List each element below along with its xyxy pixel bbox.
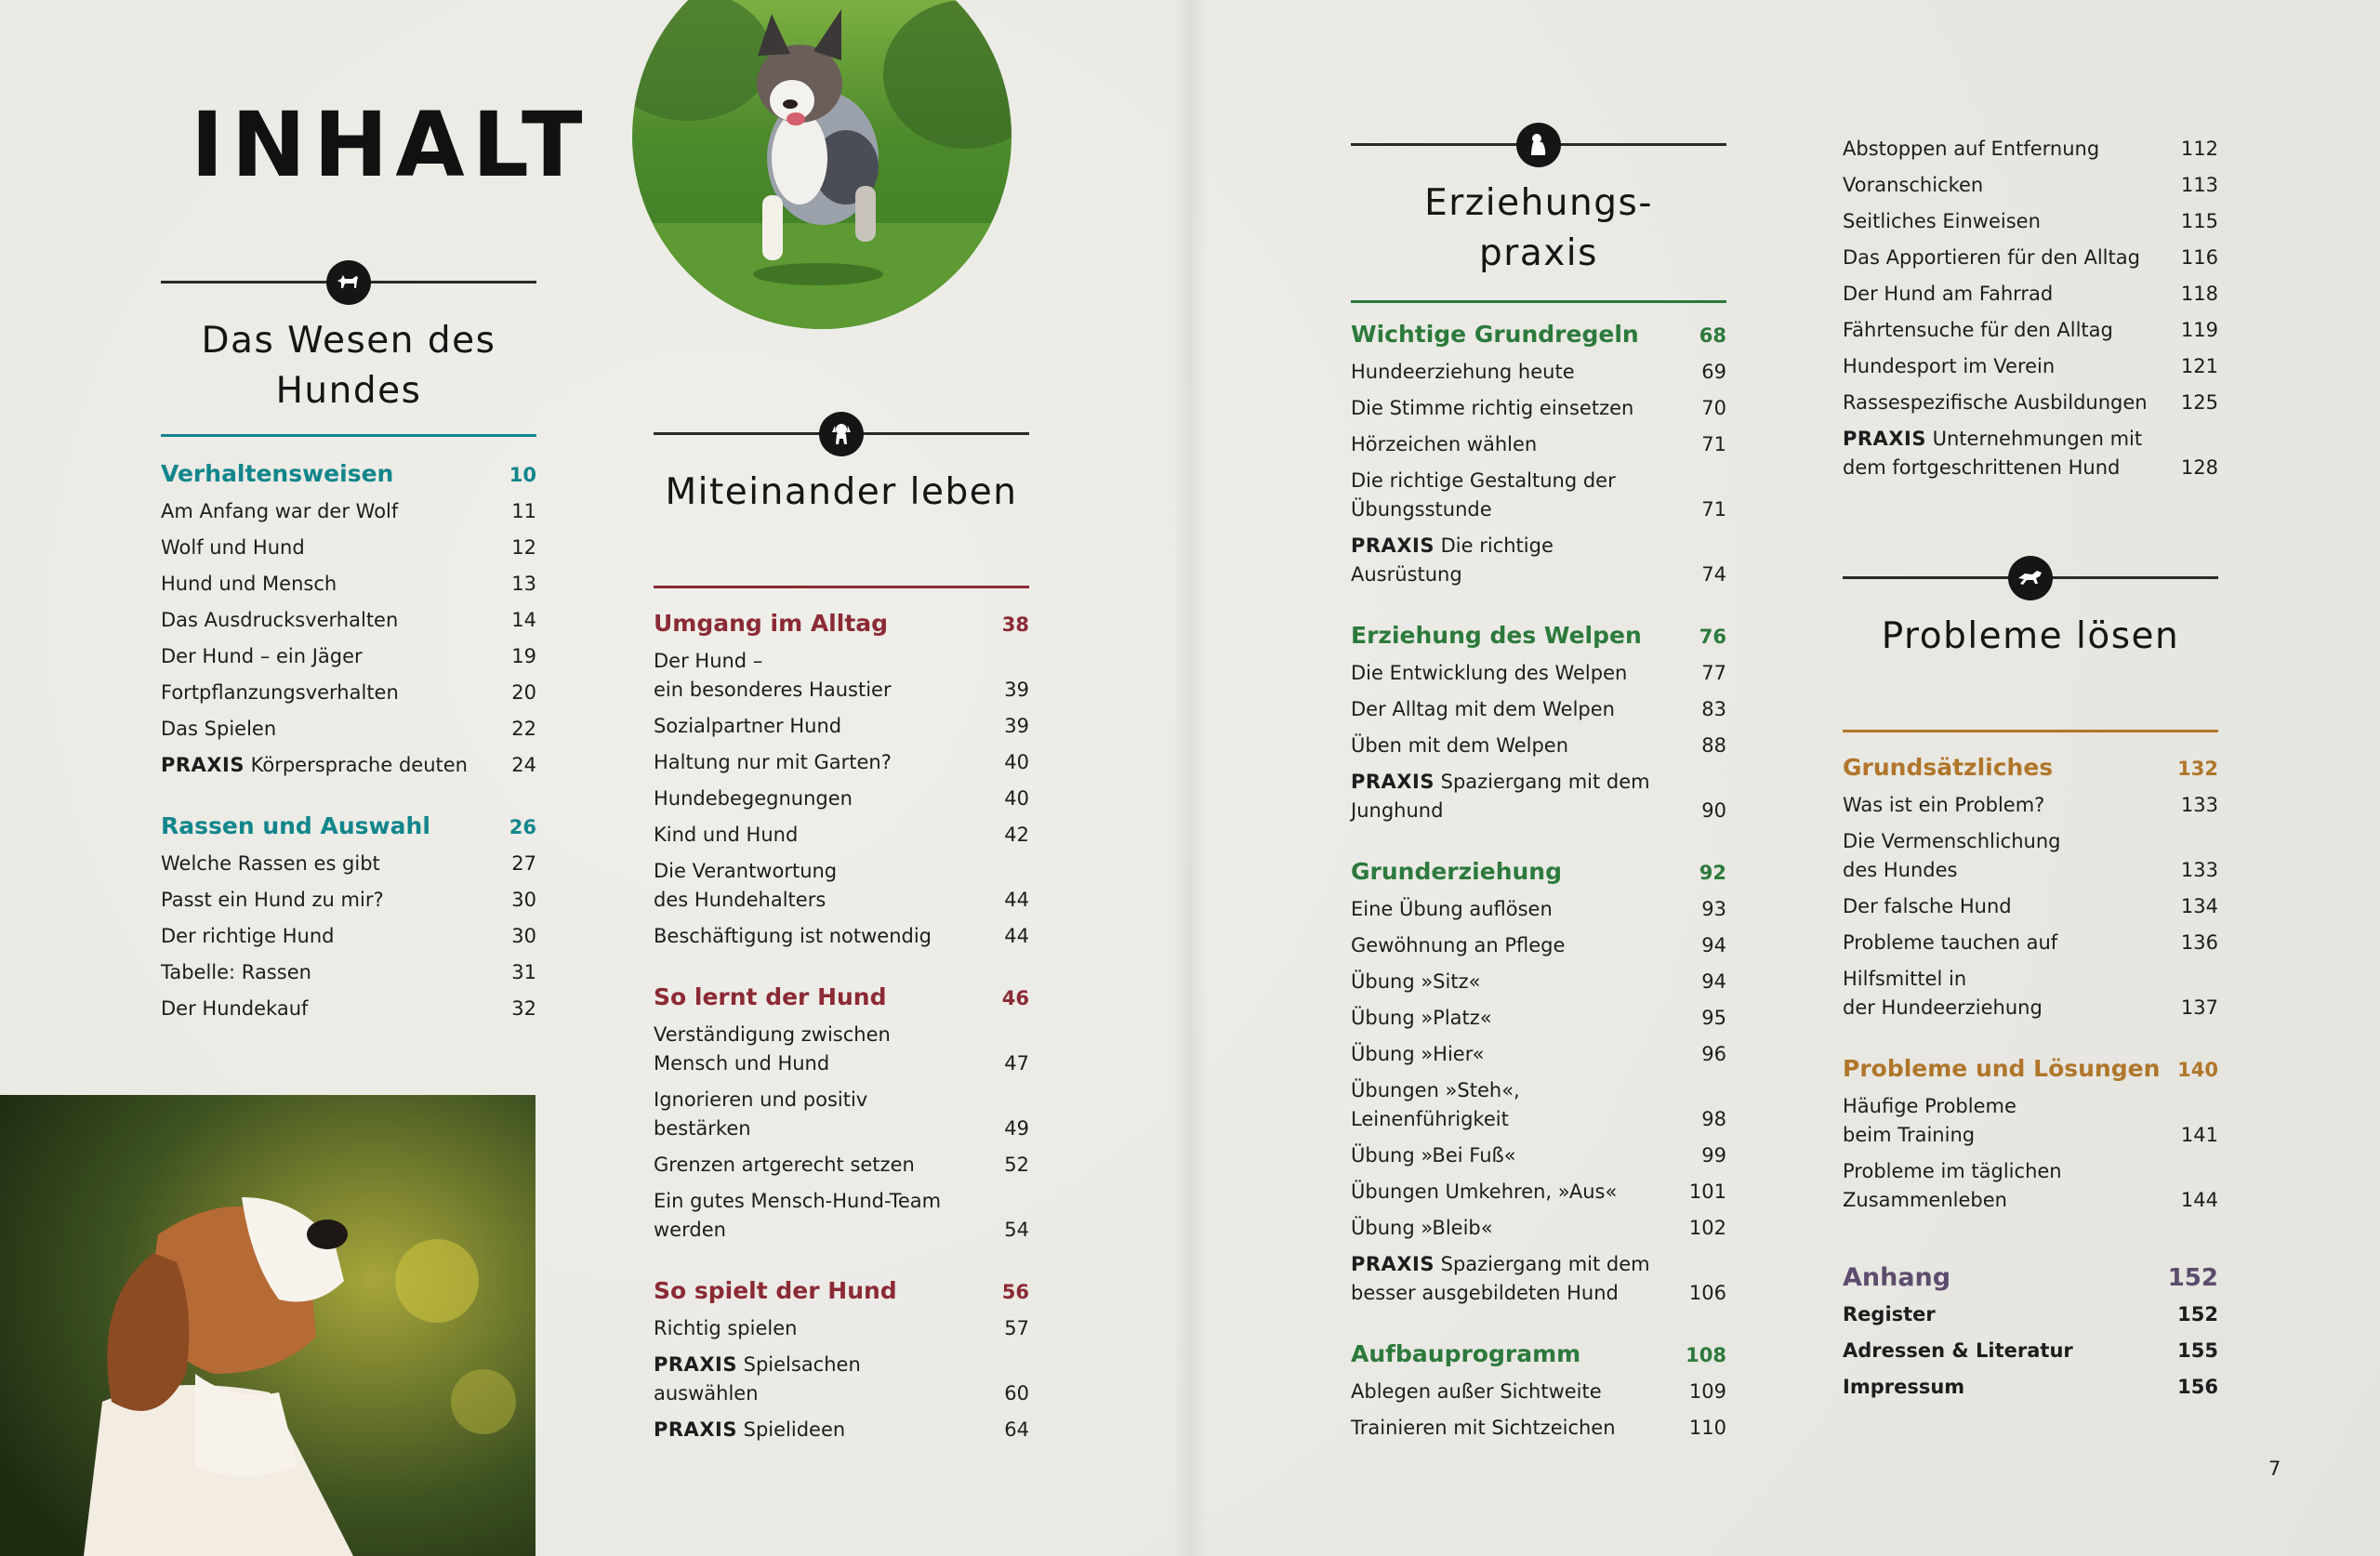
- section-title: [654, 468, 1029, 518]
- entry-text: Die richtige Ausrüstung: [1351, 534, 1554, 586]
- entry-page: 14: [511, 609, 536, 631]
- toc-entry[interactable]: [1351, 1036, 1726, 1073]
- entry-text: Spaziergang mit dem besser ausgebildeten Hund: [1351, 1253, 1650, 1304]
- entry-text: Richtig spielen: [654, 1317, 798, 1339]
- divider-colored: [1351, 300, 1726, 303]
- toc-entry[interactable]: [654, 1147, 1029, 1183]
- toc-group: [1843, 1050, 2218, 1219]
- entry-text: Üben mit dem Welpen: [1351, 734, 1569, 757]
- entry-page: 102: [1688, 1217, 1726, 1239]
- toc-list: [161, 455, 536, 1051]
- entry-text: Sozialpartner Hund: [654, 715, 842, 737]
- entry-text: Übung »Bei Fuß«: [1351, 1144, 1516, 1167]
- toc-entry[interactable]: [1351, 891, 1726, 928]
- toc-entry[interactable]: [1351, 728, 1726, 764]
- toc-list: [654, 605, 1029, 1472]
- entry-text: Abstoppen auf Entfernung: [1843, 138, 2100, 160]
- entry-page: 116: [2180, 246, 2218, 269]
- entry-text: Hilfsmittel in der Hundeerziehung: [1843, 968, 2043, 1019]
- entry-page: 49: [1004, 1117, 1029, 1140]
- book-gutter: [1173, 0, 1207, 1556]
- group-heading[interactable]: [1351, 617, 1726, 655]
- entry-page: 19: [511, 645, 536, 667]
- entry-text: Grenzen artgerecht setzen: [654, 1154, 915, 1176]
- entry-text: Ein gutes Mensch-Hund-Team werden: [654, 1190, 942, 1241]
- entry-text: Hundesport im Verein: [1843, 355, 2056, 377]
- entry-text: Probleme tauchen auf: [1843, 931, 2058, 954]
- section-title-text: Das Wesen des Hundes: [201, 320, 496, 412]
- entry-text: Am Anfang war der Wolf: [161, 500, 399, 522]
- entry-page: 133: [2180, 794, 2218, 816]
- group-page: 108: [1686, 1344, 1726, 1366]
- group-page: 132: [2177, 758, 2218, 780]
- toc-entry[interactable]: [1351, 692, 1726, 728]
- group-title: So lernt der Hund: [654, 983, 887, 1010]
- entry-page: 119: [2180, 319, 2218, 341]
- entry-text: Rassespezifische Ausbildungen: [1843, 391, 2148, 414]
- toc-entry[interactable]: [1351, 1210, 1726, 1246]
- toc-entry[interactable]: [1351, 928, 1726, 964]
- toc-entry[interactable]: [1843, 312, 2218, 349]
- entry-text: Das Ausdrucksverhalten: [161, 609, 399, 631]
- toc-entry[interactable]: [161, 918, 536, 955]
- entry-page: 39: [1004, 679, 1029, 701]
- entry-text: Hundeerziehung heute: [1351, 361, 1575, 383]
- entry-text: Unternehmungen mit dem fortgeschrittenen Hund: [1843, 428, 2143, 479]
- entry-text: Eine Übung auflösen: [1351, 898, 1553, 920]
- entry-page: 144: [2180, 1189, 2218, 1211]
- toc-entry[interactable]: [1351, 655, 1726, 692]
- entry-page: 136: [2180, 931, 2218, 954]
- entry-page: 20: [511, 681, 536, 704]
- entry-page: 74: [1701, 563, 1726, 586]
- group-page: 46: [1001, 987, 1029, 1009]
- entry-text: Voranschicken: [1843, 174, 1984, 196]
- entry-page: 110: [1688, 1417, 1726, 1439]
- group-heading[interactable]: [654, 605, 1029, 643]
- section-title: [1351, 178, 1726, 279]
- toc-entry[interactable]: [1351, 390, 1726, 427]
- toc-entry[interactable]: [654, 1082, 1029, 1147]
- entry-text: Hörzeichen wählen: [1351, 433, 1538, 455]
- page-title: INHALT: [191, 93, 590, 197]
- toc-entry[interactable]: [654, 817, 1029, 853]
- toc-entry[interactable]: [161, 991, 536, 1027]
- entry-page: 57: [1004, 1317, 1029, 1339]
- praxis-label: PRAXIS: [1351, 771, 1435, 793]
- entry-text: Übungen »Steh«, Leinenführigkeit: [1351, 1079, 1520, 1130]
- entry-text: Tabelle: Rassen: [161, 961, 311, 983]
- entry-page: 109: [1688, 1380, 1726, 1403]
- toc-entry[interactable]: [161, 882, 536, 918]
- entry-text: Körpersprache deuten: [244, 754, 468, 776]
- group-page: 26: [509, 816, 536, 838]
- entry-page: 44: [1004, 889, 1029, 911]
- entry-page: 47: [1004, 1052, 1029, 1075]
- praxis-label: PRAXIS: [654, 1418, 737, 1441]
- entry-text: Welche Rassen es gibt: [161, 852, 380, 875]
- section-header: [654, 412, 1029, 588]
- toc-entry[interactable]: [654, 853, 1029, 918]
- toc-entry[interactable]: [1351, 354, 1726, 390]
- entry-page: 27: [511, 852, 536, 875]
- entry-page: 94: [1701, 934, 1726, 956]
- entry-page: 121: [2180, 355, 2218, 377]
- entry-text: Haltung nur mit Garten?: [654, 751, 892, 773]
- section-title-text: Miteinander leben: [665, 471, 1018, 513]
- toc-entry[interactable]: [1843, 1088, 2218, 1154]
- toc-group: [161, 808, 536, 1027]
- entry-text: Das Spielen: [161, 718, 277, 740]
- toc-entry[interactable]: [1351, 1000, 1726, 1036]
- toc-entry[interactable]: [161, 530, 536, 566]
- entry-page: 133: [2180, 859, 2218, 881]
- entry-text: Übungen Umkehren, »Aus«: [1351, 1180, 1618, 1203]
- toc-entry-praxis[interactable]: [1351, 528, 1726, 593]
- entry-page: 90: [1701, 799, 1726, 822]
- praxis-label: PRAXIS: [1351, 534, 1435, 557]
- toc-entry[interactable]: [1843, 204, 2218, 240]
- entry-text: Impressum: [1843, 1376, 1965, 1398]
- entry-text: Das Apportieren für den Alltag: [1843, 246, 2140, 269]
- toc-entry[interactable]: [654, 643, 1029, 708]
- section-title: [1843, 612, 2218, 662]
- entry-text: Übung »Sitz«: [1351, 970, 1481, 993]
- toc-group: [1351, 617, 1726, 829]
- entry-text: Fortpflanzungsverhalten: [161, 681, 399, 704]
- section-erziehungspraxis: [1351, 123, 1726, 1439]
- toc-list: [1843, 131, 2218, 486]
- toc-entry[interactable]: [161, 711, 536, 747]
- group-title: Aufbauprogramm: [1351, 1340, 1581, 1367]
- group-page: 56: [1001, 1281, 1029, 1303]
- group-title: Probleme und Lösungen: [1843, 1055, 2161, 1082]
- entry-page: 40: [1004, 787, 1029, 810]
- section-probleme: [1843, 556, 2218, 1398]
- entry-page: 69: [1701, 361, 1726, 383]
- entry-text: Ablegen außer Sichtweite: [1351, 1380, 1602, 1403]
- group-heading[interactable]: [161, 808, 536, 846]
- toc-entry[interactable]: [1351, 1174, 1726, 1210]
- toc-group: [1351, 316, 1726, 593]
- toc-group: [1843, 749, 2218, 1026]
- toc-group: [1351, 853, 1726, 1312]
- entry-text: Spielsachen auswählen: [654, 1353, 861, 1404]
- group-heading[interactable]: [1351, 1336, 1726, 1374]
- group-page: 76: [1699, 626, 1726, 648]
- entry-page: 71: [1701, 498, 1726, 521]
- group-heading[interactable]: [654, 979, 1029, 1017]
- entry-page: 13: [511, 573, 536, 595]
- group-title: Wichtige Grundregeln: [1351, 321, 1639, 348]
- entry-page: 77: [1701, 662, 1726, 684]
- group-title: Erziehung des Welpen: [1351, 622, 1642, 649]
- entry-page: 101: [1688, 1180, 1726, 1203]
- toc-entry[interactable]: [1843, 1369, 2218, 1405]
- running-dog-icon: [2008, 556, 2053, 600]
- toc-list: [1351, 316, 1726, 1470]
- toc-entry[interactable]: [161, 846, 536, 882]
- entry-text: Die Stimme richtig einsetzen: [1351, 397, 1634, 419]
- entry-text: Was ist ein Problem?: [1843, 794, 2045, 816]
- entry-page: 115: [2180, 210, 2218, 232]
- entry-page: 152: [2177, 1303, 2218, 1325]
- entry-text: Übung »Bleib«: [1351, 1217, 1493, 1239]
- group-page: 68: [1699, 324, 1726, 347]
- entry-page: 96: [1701, 1043, 1726, 1065]
- entry-text: Der richtige Hund: [161, 925, 335, 947]
- toc-entry[interactable]: [1843, 240, 2218, 276]
- toc-group: [161, 455, 536, 784]
- entry-page: 137: [2180, 996, 2218, 1019]
- entry-page: 30: [511, 925, 536, 947]
- toc-group: [1351, 1336, 1726, 1446]
- entry-text: Ignorieren und positiv bestärken: [654, 1088, 868, 1140]
- entry-text: Hundebegegnungen: [654, 787, 853, 810]
- beagle-photo-graphic: [0, 1095, 536, 1556]
- group-page: 92: [1699, 862, 1726, 884]
- entry-page: 11: [511, 500, 536, 522]
- entry-page: 94: [1701, 970, 1726, 993]
- section-title-text: Erziehungs- praxis: [1424, 182, 1653, 274]
- page-number: 7: [2268, 1457, 2281, 1480]
- group-heading[interactable]: [161, 455, 536, 494]
- toc-entry[interactable]: [1351, 964, 1726, 1000]
- entry-page: 22: [511, 718, 536, 740]
- section-title: [161, 316, 536, 416]
- beagle-photo: [0, 1095, 536, 1556]
- group-page: 140: [2177, 1059, 2218, 1081]
- group-page: 10: [509, 464, 536, 486]
- entry-text: Die Verantwortung des Hundehalters: [654, 860, 838, 911]
- entry-text: Spielideen: [736, 1418, 846, 1441]
- entry-text: Register: [1843, 1303, 1936, 1325]
- toc-entry[interactable]: [1843, 131, 2218, 167]
- entry-text: Die Vermenschlichung des Hundes: [1843, 830, 2061, 881]
- entry-page: 24: [511, 754, 536, 776]
- toc-entry[interactable]: [654, 1183, 1029, 1248]
- toc-entry[interactable]: [1843, 961, 2218, 1026]
- entry-text: Spaziergang mit dem Junghund: [1351, 771, 1650, 822]
- entry-page: 118: [2180, 283, 2218, 305]
- group-heading[interactable]: [1843, 749, 2218, 787]
- entry-page: 93: [1701, 898, 1726, 920]
- entry-page: 70: [1701, 397, 1726, 419]
- toc-entry[interactable]: [654, 781, 1029, 817]
- sitting-dog-icon: [1516, 123, 1561, 167]
- toc-group: [654, 979, 1029, 1248]
- section-header: [1351, 123, 1726, 303]
- entry-page: 40: [1004, 751, 1029, 773]
- entry-page: 54: [1004, 1219, 1029, 1241]
- entry-text: Beschäftigung ist notwendig: [654, 925, 932, 947]
- group-heading[interactable]: [654, 1272, 1029, 1311]
- toc-entry[interactable]: [161, 602, 536, 639]
- entry-text: Der Hundekauf: [161, 997, 309, 1020]
- entry-page: 83: [1701, 698, 1726, 720]
- entry-page: 88: [1701, 734, 1726, 757]
- toc-entry[interactable]: [1843, 1333, 2218, 1369]
- entry-page: 39: [1004, 715, 1029, 737]
- group-title: Grundsätzliches: [1843, 754, 2054, 781]
- praxis-label: PRAXIS: [1843, 428, 1926, 450]
- entry-text: Der Alltag mit dem Welpen: [1351, 698, 1615, 720]
- entry-page: 64: [1004, 1418, 1029, 1441]
- section-miteinander: [654, 412, 1029, 1441]
- entry-text: Trainieren mit Sichtzeichen: [1351, 1417, 1616, 1439]
- toc-entry[interactable]: [1843, 824, 2218, 889]
- toc-entry[interactable]: [1843, 276, 2218, 312]
- section-header: [161, 260, 536, 437]
- section-header: [1843, 556, 2218, 732]
- praxis-label: PRAXIS: [1351, 1253, 1435, 1275]
- entry-page: 31: [511, 961, 536, 983]
- toc-list: [1843, 749, 2218, 1430]
- entry-text: Seitliches Einweisen: [1843, 210, 2041, 232]
- entry-page: 12: [511, 536, 536, 559]
- toc-entry[interactable]: [1843, 1154, 2218, 1219]
- entry-page: 71: [1701, 433, 1726, 455]
- entry-page: 99: [1701, 1144, 1726, 1167]
- group-page: 38: [1001, 613, 1029, 636]
- entry-page: 98: [1701, 1108, 1726, 1130]
- entry-page: 95: [1701, 1007, 1726, 1029]
- toc-entry[interactable]: [1843, 787, 2218, 824]
- entry-text: Der Hund am Fahrrad: [1843, 283, 2054, 305]
- toc-entry[interactable]: [161, 639, 536, 675]
- toc-entry-praxis[interactable]: [654, 1347, 1029, 1412]
- entry-text: Gewöhnung an Pflege: [1351, 934, 1566, 956]
- entry-page: 44: [1004, 925, 1029, 947]
- entry-text: Die richtige Gestaltung der Übungsstunde: [1351, 469, 1616, 521]
- group-title: Umgang im Alltag: [654, 610, 889, 637]
- toc-entry[interactable]: [1843, 167, 2218, 204]
- entry-text: Kind und Hund: [654, 824, 799, 846]
- toc-entry-praxis[interactable]: [654, 1412, 1029, 1448]
- entry-text: Hund und Mensch: [161, 573, 337, 595]
- group-page: 152: [2167, 1264, 2218, 1292]
- entry-text: Der falsche Hund: [1843, 895, 2012, 917]
- entry-page: 156: [2177, 1376, 2218, 1398]
- entry-text: Verständigung zwischen Mensch und Hund: [654, 1023, 891, 1075]
- toc-entry[interactable]: [654, 918, 1029, 955]
- group-title: Rassen und Auswahl: [161, 812, 430, 839]
- toc-group: [654, 1272, 1029, 1448]
- section-title-text: Probleme lösen: [1881, 615, 2180, 657]
- toc-entry[interactable]: [161, 675, 536, 711]
- entry-page: 155: [2177, 1339, 2218, 1362]
- toc-entry[interactable]: [1843, 925, 2218, 961]
- entry-page: 112: [2180, 138, 2218, 160]
- puppy-icon: [819, 412, 864, 456]
- divider-colored: [1843, 730, 2218, 732]
- toc-entry[interactable]: [1351, 1374, 1726, 1410]
- group-heading[interactable]: [1843, 1050, 2218, 1088]
- entry-text: Adressen & Literatur: [1843, 1339, 2073, 1362]
- toc-entry[interactable]: [161, 955, 536, 991]
- entry-text: Probleme im täglichen Zusammenleben: [1843, 1160, 2062, 1211]
- toc-entry[interactable]: [1843, 385, 2218, 421]
- praxis-label: PRAXIS: [161, 754, 245, 776]
- toc-entry[interactable]: [161, 494, 536, 530]
- entry-text: Wolf und Hund: [161, 536, 305, 559]
- entry-text: Übung »Hier«: [1351, 1043, 1485, 1065]
- entry-text: Häufige Probleme beim Training: [1843, 1095, 2016, 1146]
- group-title: Anhang: [1843, 1263, 1951, 1292]
- toc-entry[interactable]: [161, 566, 536, 602]
- entry-text: Der Hund – ein Jäger: [161, 645, 363, 667]
- standing-dog-icon: [326, 260, 371, 305]
- entry-page: 141: [2180, 1124, 2218, 1146]
- group-title: Verhaltensweisen: [161, 460, 394, 487]
- toc-entry[interactable]: [1351, 1410, 1726, 1446]
- toc-entry[interactable]: [1843, 889, 2218, 925]
- toc-entry[interactable]: [654, 1017, 1029, 1082]
- toc-entry[interactable]: [654, 708, 1029, 745]
- toc-entry[interactable]: [654, 745, 1029, 781]
- praxis-label: PRAXIS: [654, 1353, 737, 1376]
- toc-entry-praxis[interactable]: [1843, 421, 2218, 486]
- toc-entry[interactable]: [1351, 427, 1726, 463]
- entry-page: 113: [2180, 174, 2218, 196]
- toc-entry-praxis[interactable]: [161, 747, 536, 784]
- entry-page: 134: [2180, 895, 2218, 917]
- entry-page: 60: [1004, 1382, 1029, 1404]
- entry-page: 52: [1004, 1154, 1029, 1176]
- divider-colored: [161, 434, 536, 437]
- section-wesen: [161, 260, 536, 1020]
- toc-entry-praxis[interactable]: [1351, 764, 1726, 829]
- entry-page: 125: [2180, 391, 2218, 414]
- entry-text: Fährtensuche für den Alltag: [1843, 319, 2113, 341]
- toc-group-anhang: [1843, 1259, 2218, 1405]
- toc-entry[interactable]: [1351, 463, 1726, 528]
- entry-text: Passt ein Hund zu mir?: [161, 889, 384, 911]
- entry-text: Der Hund – ein besonderes Haustier: [654, 650, 892, 701]
- toc-entry-praxis[interactable]: [1351, 1246, 1726, 1312]
- group-heading[interactable]: [1351, 316, 1726, 354]
- entry-page: 42: [1004, 824, 1029, 846]
- entry-text: Die Entwicklung des Welpen: [1351, 662, 1628, 684]
- entry-text: Übung »Platz«: [1351, 1007, 1492, 1029]
- entry-page: 32: [511, 997, 536, 1020]
- toc-entry[interactable]: [1351, 1138, 1726, 1174]
- entry-page: 106: [1688, 1282, 1726, 1304]
- entry-page: 128: [2180, 456, 2218, 479]
- group-title: So spielt der Hund: [654, 1277, 897, 1304]
- toc-entry[interactable]: [1843, 1297, 2218, 1333]
- toc-entry[interactable]: [1351, 1073, 1726, 1138]
- group-heading[interactable]: [1843, 1259, 2218, 1297]
- toc-group: [654, 605, 1029, 955]
- group-title: Grunderziehung: [1351, 858, 1562, 885]
- group-heading[interactable]: [1351, 853, 1726, 891]
- divider-colored: [654, 586, 1029, 588]
- toc-entry[interactable]: [654, 1311, 1029, 1347]
- toc-entry[interactable]: [1843, 349, 2218, 385]
- entry-page: 30: [511, 889, 536, 911]
